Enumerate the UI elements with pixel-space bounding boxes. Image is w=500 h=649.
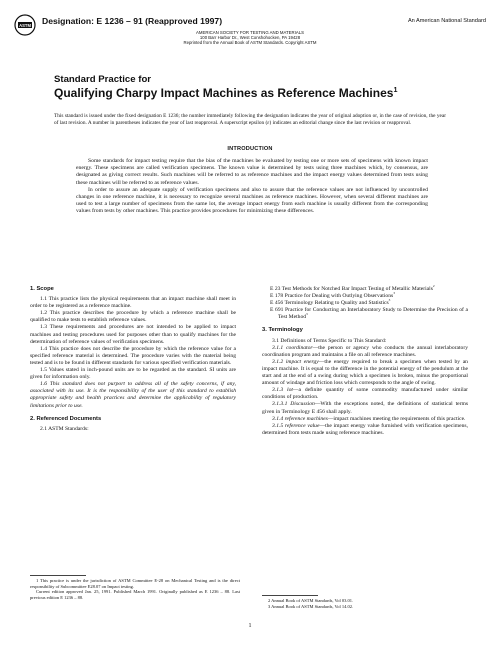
title-line-1: Standard Practice for [54, 74, 152, 85]
designation-line: Designation: E 1236 – 91 (Reapproved 1997) [42, 16, 223, 26]
footnotes-right [262, 598, 472, 609]
reference-text: E 23 Test Methods for Notched Bar Impact Testing of Metallic Materials [270, 286, 433, 292]
definition-text: —impact machines meeting the requirements of this practice. [327, 415, 466, 422]
definition-term: 3.1.5 reference value [272, 422, 320, 429]
definition-text: —a definite quantity of some commodity manufactured under similar conditions of production. [262, 387, 468, 401]
safety-text: 1.6 This standard does not purport to address all of the safety concerns, if any, associated with its use. It is the responsibility of the user of this standard to establish appropriate safety and health practices and determine the applicability of regulatory limitations prior to use. [30, 381, 236, 409]
paragraph: 1.1 This practice lists the physical requirements that an impact machine shall meet in order to be registered as a reference machine. [30, 296, 236, 310]
definition-text: —With the exceptions noted, the definitions of statistical terms given in Terminology E 456 shall apply. [262, 401, 468, 415]
reprint-notice: Reprinted from the Annual Book of ASTM Standards. Copyright ASTM [183, 40, 317, 46]
american-national-standard-label: An American National Standard [407, 18, 486, 24]
definition-term: 3.1.2 impact energy [272, 358, 319, 365]
section-heading-referenced-documents: 2. Referenced Documents [30, 415, 102, 422]
footnote: 2 Annual Book of ASTM Standards, Vol 03.01. [268, 598, 354, 603]
paragraph: 1.4 This practice does not describe the procedure by which the reference value for a specified reference material is determined. The procedure varies with the material being tested and is to be found in different standards for various specified verification materials. [30, 345, 236, 366]
footnote-divider [30, 575, 86, 576]
section-heading-scope: 1. Scope [30, 286, 54, 292]
introduction-heading: INTRODUCTION [227, 146, 273, 152]
paragraph: 2.1 ASTM Standards: [40, 425, 89, 432]
introduction-paragraph: Some standards for impact testing require that the bias of the machines be evaluated by testing one or more sets of specimens with known impact energy. These specimens are called verification specimens. The known value is determined by tests using three machines which, by consensus, are designated as giving correct results. Such machines will be referred to as reference machines and the impact energy values determined from tests using these machines will be referred to as reference values. [76, 158, 428, 186]
paragraph: 1.2 This practice describes the procedure by which a reference machine shall be qualified to make tests to establish reference values. [30, 310, 236, 324]
footnote: Current edition approved Jan. 25, 1991. Published March 1991. Originally published as E 1236 – 88. Last previous edition E 1236 – 88. [30, 589, 240, 600]
definition-term: 3.1.4 reference machines [272, 415, 328, 422]
footnotes-left [30, 578, 240, 600]
footnote-ref: 3 [388, 298, 391, 303]
definition-text: —the energy required to break a specimen when tested by an impact machine. It is equal to the difference in the potential energy of the pendulum at the start and at the end of a swing during which a specimen is broken, minus the proportional amount of windage and friction loss which corresponds to the angle of swing. [262, 358, 468, 387]
footnote-ref: 3 [306, 312, 308, 317]
publisher-address: 100 Barr Harbor Dr., West Conshohocken, PA 19428 [199, 35, 301, 41]
definition [262, 359, 468, 387]
title-text: Qualifying Charpy Impact Machines as Reference Machines [54, 86, 394, 100]
reference-text: E 178 Practice for Dealing with Outlying Observations [270, 293, 394, 300]
paragraph: 1.3 These requirements and procedures are not intended to be applied to impact machines and testing procedures used for purposes other than to qualify machines for the determination of reference values of verification specimens. [30, 324, 236, 345]
definition-term: 3.1.3 lot [272, 387, 293, 394]
definition-term: 3.1.1 coordinator [272, 344, 313, 351]
definition [262, 345, 468, 359]
introduction-paragraph: In order to assure an adequate supply of verification specimens and also to assure that the reference values are not influenced by uncontrolled changes in one reference machine, it is necessary to recognize several machines as reference machines. However, when several different machines are used to test a large number of specimens from the same lot, the average impact energy from each machine is usually different from the corresponding values from tests by other machines. This practice provides procedures for minimizing these differences. [76, 186, 428, 215]
footnote-divider [262, 595, 318, 596]
left-column [30, 286, 236, 433]
definition-term: 3.1.3.1 Discussion [272, 401, 315, 408]
definition-text: —the person or agency who conducts the annual interlaboratory coordination program and maintains a file on all reference machines. [262, 344, 468, 358]
publisher-block [0, 30, 500, 46]
title-footnote-ref: 1 [393, 85, 398, 94]
title-line-2 [54, 86, 397, 100]
section-heading-terminology: 3. Terminology [262, 327, 303, 334]
introduction-body [76, 158, 428, 216]
right-column [262, 286, 468, 437]
svg-text:ASTM: ASTM [19, 22, 31, 28]
definition-text: —the impact energy value furnished with verification specimens, determined from tests made using reference machines. [262, 422, 468, 436]
footnote-ref: 2 [432, 284, 435, 289]
paragraph: 1.5 Values stated in inch-pound units are to be regarded as the standard. SI units are given for information only. [30, 367, 236, 381]
standard-designation-note: This standard is issued under the fixed designation E 1236; the number immediately following the designation indicates the year of original adoption or, in the case of revision, the year of last revision. A number in parentheses indicates the year of last reapproval. A superscript epsilon (ε) indicates an editorial change since the last revision or reapproval. [54, 113, 446, 126]
footnote-ref: 3 [393, 291, 395, 296]
definition [262, 416, 468, 423]
footnote: 1 This practice is under the jurisdiction of ASTM Committee E-28 on Mechanical Testing and is the direct responsibility of Subcommittee E28.07 on Impact testing. [30, 578, 240, 589]
page-number: 1 [248, 623, 252, 629]
reference-item [262, 307, 468, 321]
definition [262, 423, 468, 437]
safety-paragraph [30, 381, 236, 409]
footnote: 3 Annual Book of ASTM Standards, Vol 14.02. [268, 603, 354, 609]
definition [262, 387, 468, 401]
reference-text: E 456 Terminology Relating to Quality and Statistics [270, 300, 389, 307]
definition [262, 401, 468, 415]
paragraph: 3.1 Definitions of Terms Specific to This Standard: [272, 337, 387, 344]
reference-text: E 691 Practice for Conducting an Interlaboratory Study to Determine the Precision of a Test Method [270, 307, 468, 321]
publisher-line: AMERICAN SOCIETY FOR TESTING AND MATERIALS [196, 30, 304, 35]
